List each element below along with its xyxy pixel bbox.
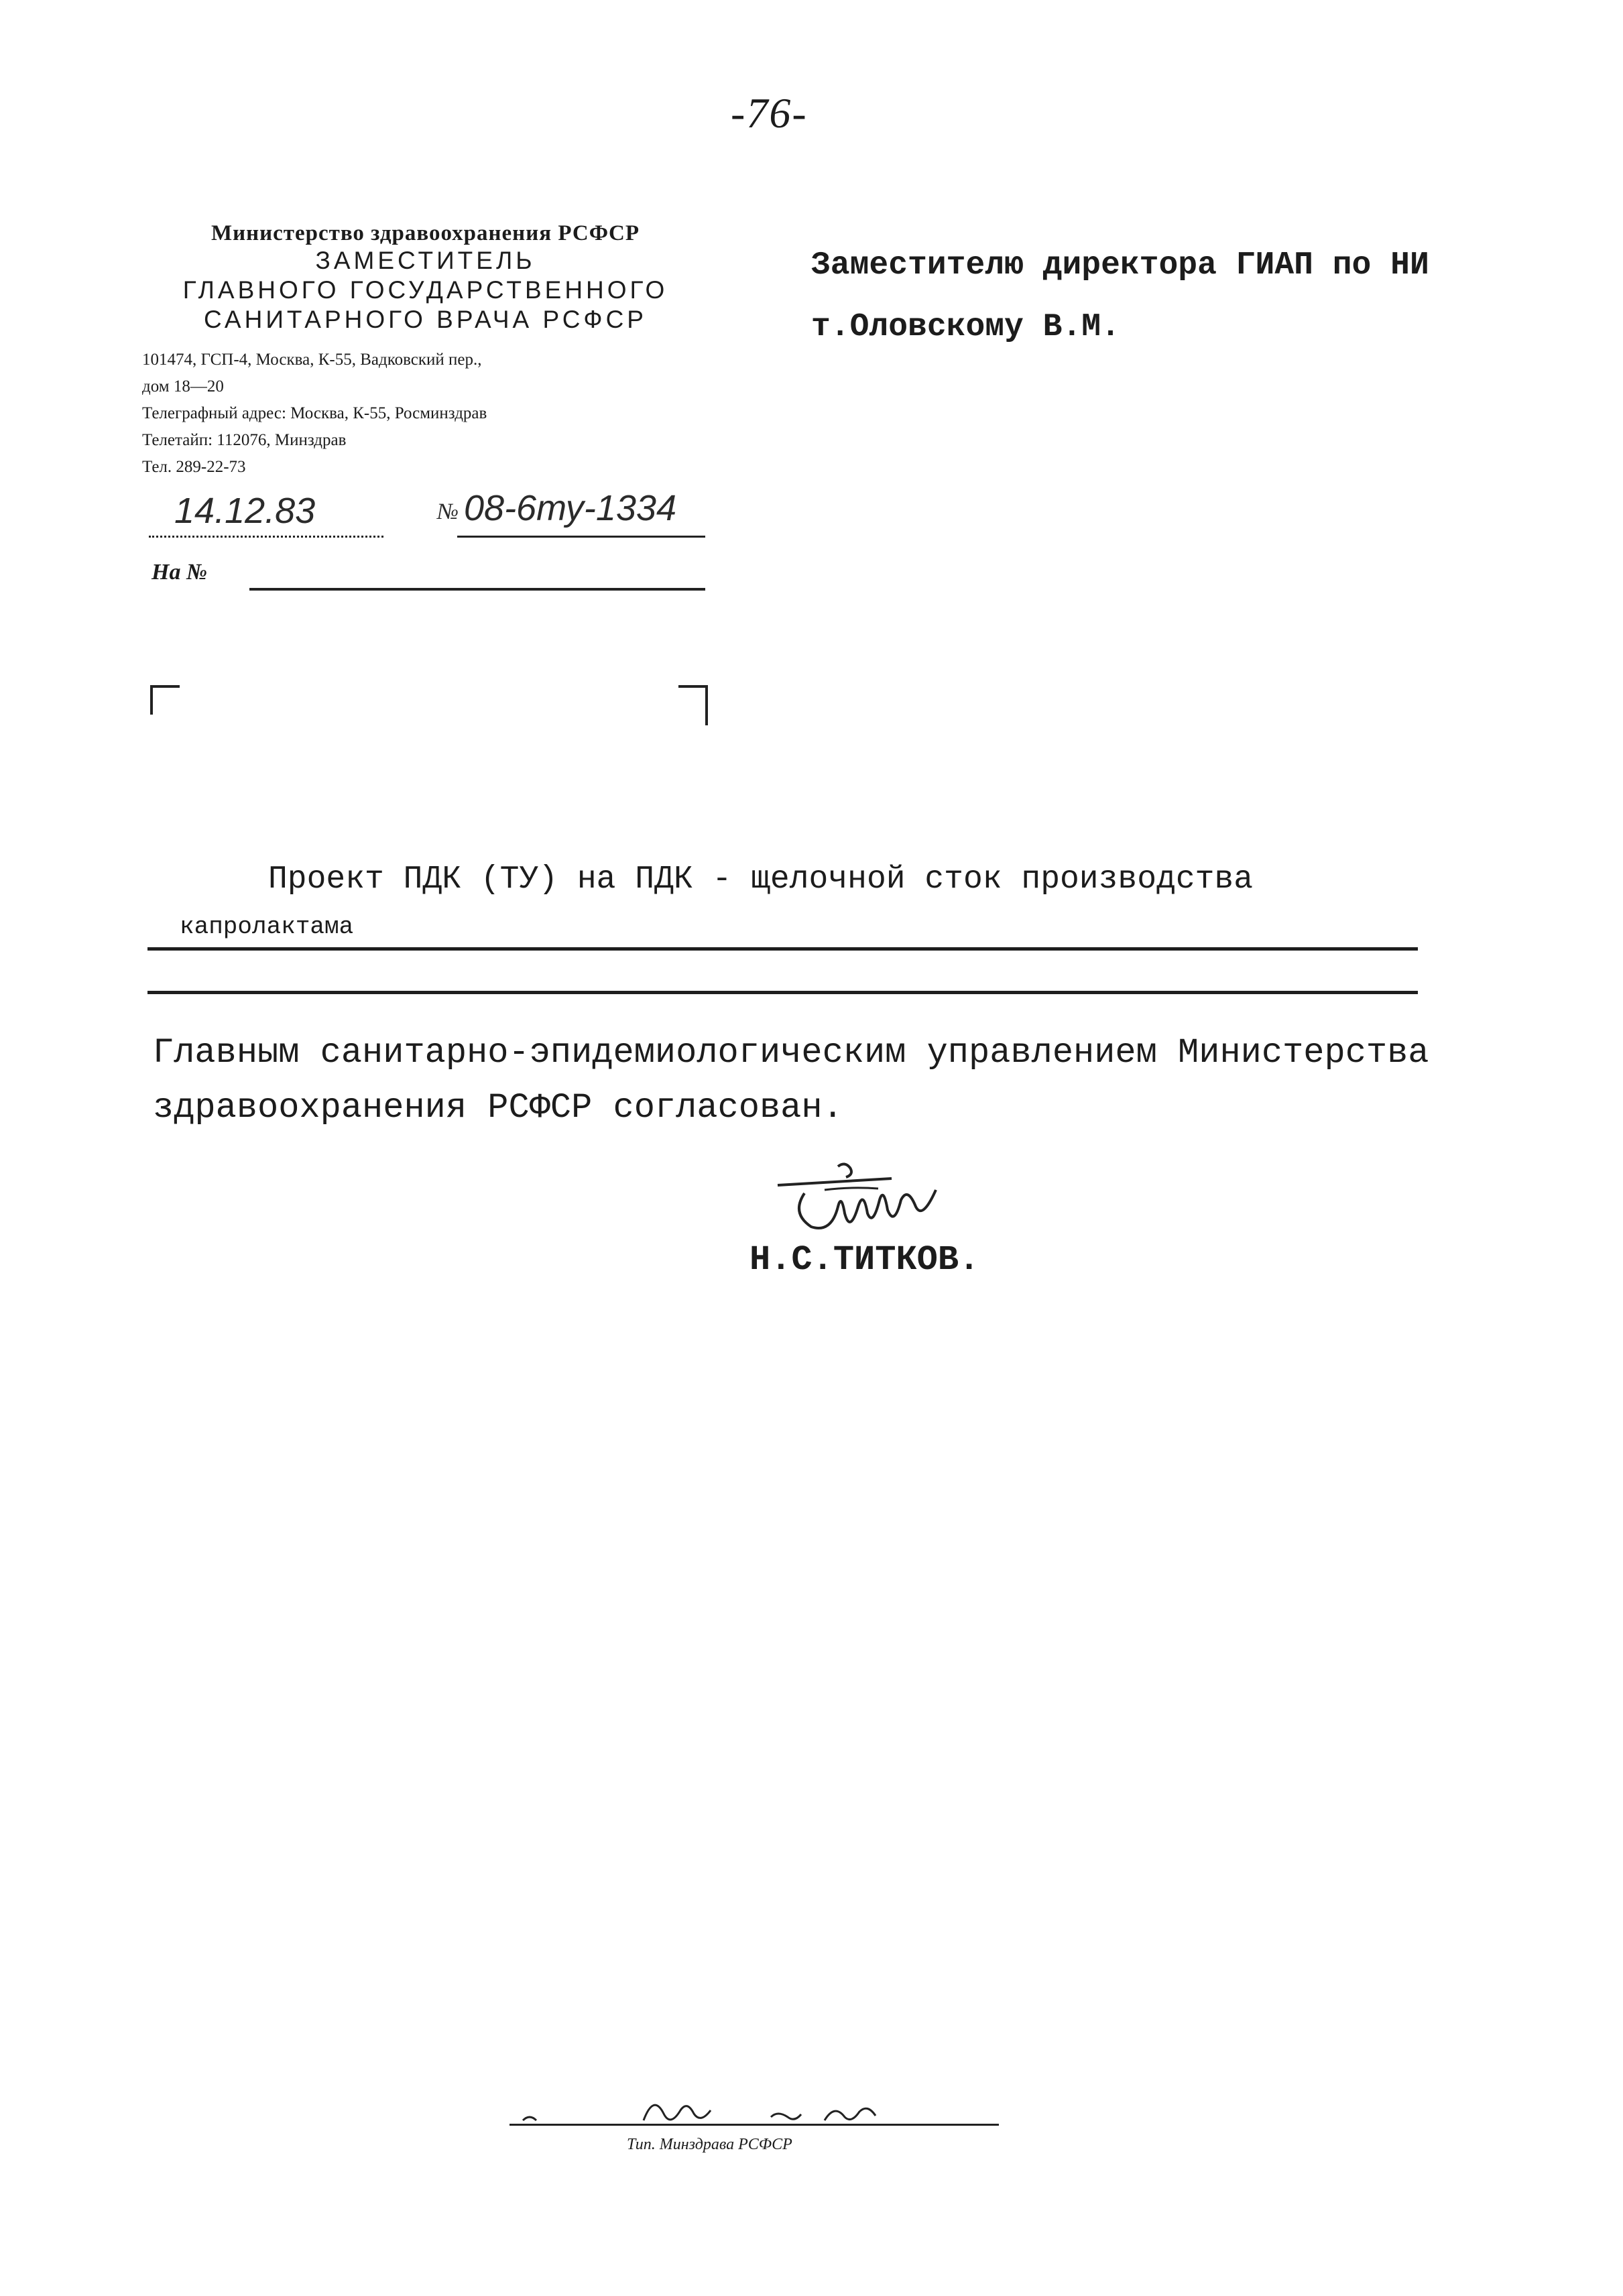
- letterhead-title-line-1: ЗАМЕСТИТЕЛЬ: [315, 247, 536, 274]
- subject-line-2: капролактама: [180, 913, 354, 941]
- subject-rule-1: [147, 947, 1418, 951]
- letterhead-title-line-2: ГЛАВНОГО ГОСУДАРСТВЕННОГО: [182, 276, 668, 304]
- signatory-name: Н.С.ТИТКОВ.: [749, 1240, 980, 1280]
- page-number: -76-: [731, 89, 808, 137]
- addressee-line-2: т.Оловскому В.М.: [811, 309, 1120, 345]
- reference-row: [142, 554, 709, 601]
- addressee-line-1: Заместителю директора ГИАП по НИ: [811, 247, 1429, 284]
- number-label: №: [437, 499, 459, 524]
- phone: Тел. 289-22-73: [142, 458, 246, 476]
- approval-text: [153, 1026, 1427, 1136]
- date-number-row: [142, 487, 709, 541]
- addressee: [811, 235, 1429, 358]
- address-corner-mark-right: [678, 685, 708, 725]
- letter-date: 14.12.83: [174, 491, 316, 531]
- handwritten-signature: [758, 1153, 1039, 1254]
- approval-line-2: здравоохранения РСФСР согласован.: [153, 1088, 843, 1128]
- ministry-name: Министерство здравоохранения РСФСР: [211, 221, 640, 245]
- subject-line-1: Проект ПДК (ТУ) на ПДК - щелочной сток производства: [268, 861, 1254, 898]
- address-line: дом 18—20: [142, 377, 224, 396]
- reference-underline: [249, 588, 705, 591]
- imprint-text: Тип. Минздрава РСФСР: [627, 2136, 792, 2153]
- date-underline: [149, 536, 383, 538]
- address-corner-mark-left: [150, 685, 180, 715]
- approval-line-1: Главным санитарно-эпидемиологическим управлением Министерства: [153, 1033, 1429, 1073]
- teletype: Телетайп: 112076, Минздрав: [142, 431, 347, 449]
- printer-imprint: [509, 2090, 999, 2164]
- registration-number: 08-6ту-1334: [464, 488, 676, 528]
- letterhead-title-line-3: САНИТАРНОГО ВРАЧА РСФСР: [204, 306, 647, 333]
- address-line: 101474, ГСП-4, Москва, К-55, Вадковский пер.,: [142, 351, 482, 369]
- telegraph-address: Телеграфный адрес: Москва, К-55, Росминздрав: [142, 404, 487, 422]
- imprint-rule: [509, 2124, 999, 2126]
- letterhead: [142, 221, 709, 601]
- subject-rule-2: [147, 991, 1418, 994]
- number-underline: [457, 536, 705, 538]
- reference-label: На №: [152, 560, 208, 585]
